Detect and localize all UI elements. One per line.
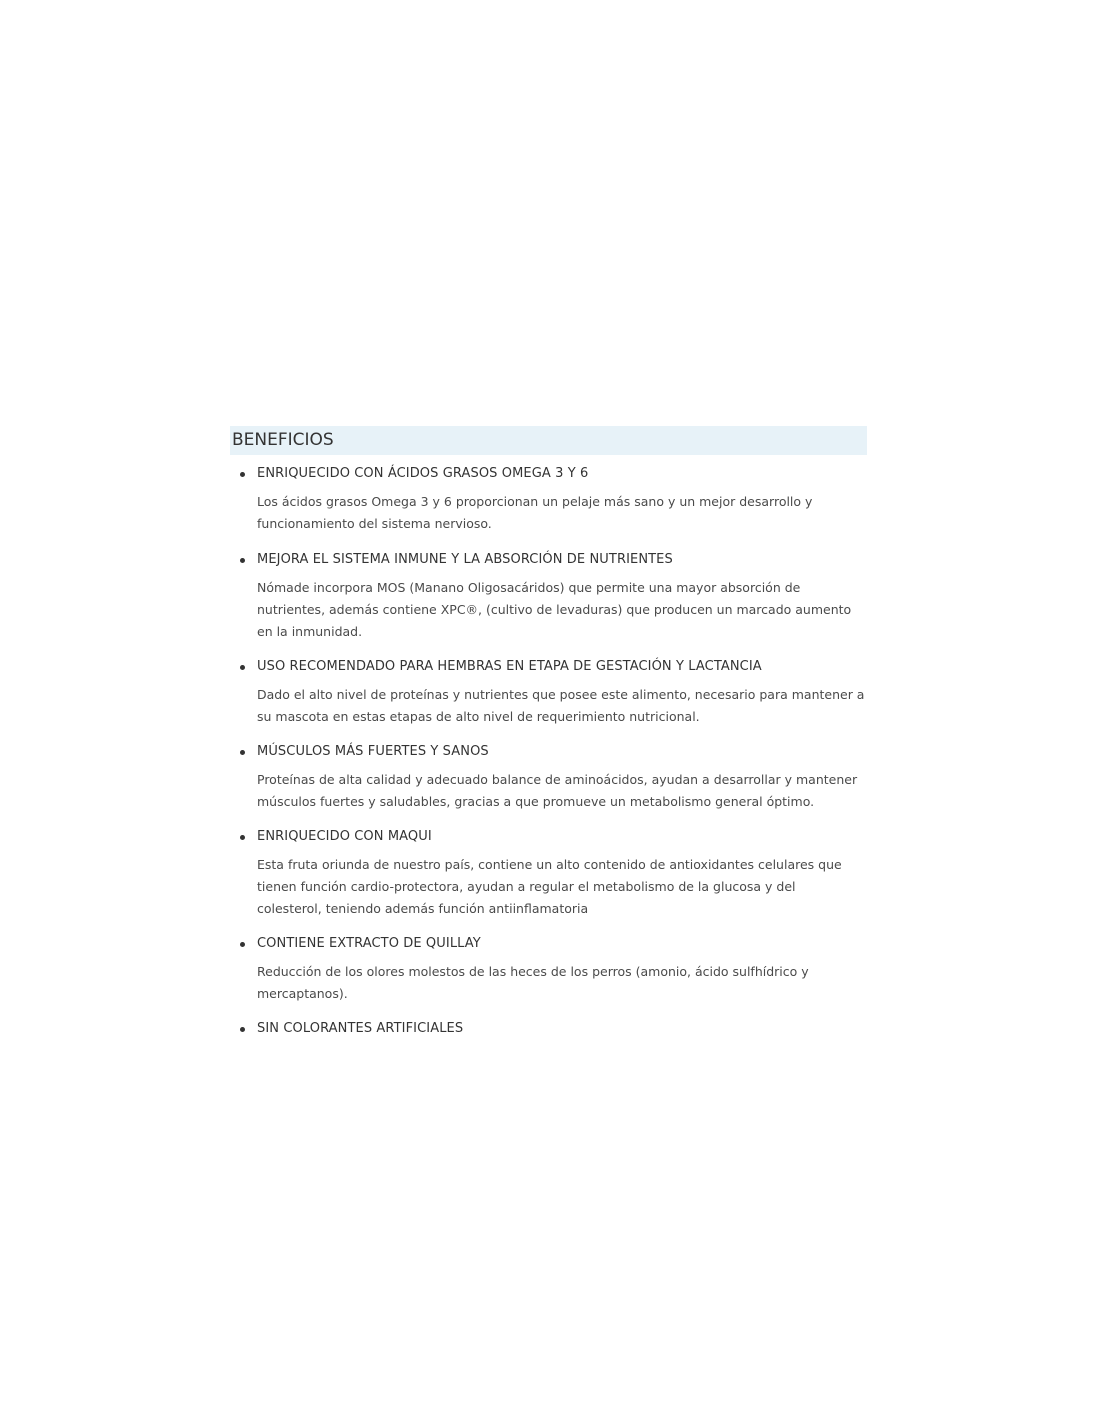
benefit-description-line: en la inmunidad. (257, 624, 363, 639)
bullet-icon (240, 558, 245, 563)
benefit-description (257, 854, 867, 920)
benefit-title: ENRIQUECIDO CON MAQUI (257, 829, 432, 844)
benefit-title: MEJORA EL SISTEMA INMUNE Y LA ABSORCIÓN DE NUTRIENTES (257, 552, 673, 567)
benefit-title: ENRIQUECIDO CON ÁCIDOS GRASOS OMEGA 3 Y 6 (257, 466, 589, 481)
benefit-description-line: Nómade incorpora MOS (Manano Oligosacáridos) que permite una mayor absorción de (257, 580, 801, 595)
benefit-description (257, 961, 867, 1005)
benefit-item (230, 1011, 867, 1040)
benefit-description-line: su mascota en estas etapas de alto nivel de requerimiento nutricional. (257, 709, 700, 724)
benefit-description-line: mercaptanos). (257, 986, 348, 1001)
benefit-item (230, 455, 867, 535)
bullet-icon (240, 472, 245, 477)
section-header (230, 426, 867, 455)
benefit-item (230, 649, 867, 728)
benefit-item (230, 926, 867, 1005)
benefit-title: SIN COLORANTES ARTIFICIALES (257, 1021, 464, 1036)
benefits-list (230, 455, 867, 1040)
bullet-icon (240, 750, 245, 755)
benefit-title: MÚSCULOS MÁS FUERTES Y SANOS (257, 744, 489, 759)
benefit-item (230, 819, 867, 920)
benefit-title: CONTIENE EXTRACTO DE QUILLAY (257, 936, 481, 951)
bullet-icon (240, 942, 245, 947)
benefit-item (230, 734, 867, 813)
bullet-icon (240, 665, 245, 670)
benefits-section (230, 426, 867, 1040)
benefit-description-line: Esta fruta oriunda de nuestro país, contiene un alto contenido de antioxidantes celulares que (257, 857, 842, 872)
benefit-title: USO RECOMENDADO PARA HEMBRAS EN ETAPA DE GESTACIÓN Y LACTANCIA (257, 659, 762, 674)
benefit-description-line: funcionamiento del sistema nervioso. (257, 516, 492, 531)
benefit-description-line: músculos fuertes y saludables, gracias a que promueve un metabolismo general óptimo. (257, 794, 815, 809)
benefit-description (257, 491, 867, 535)
bullet-icon (240, 1027, 245, 1032)
benefit-description (257, 577, 867, 643)
section-title: BENEFICIOS (232, 430, 334, 450)
benefit-description-line: Los ácidos grasos Omega 3 y 6 proporcionan un pelaje más sano y un mejor desarrollo y (257, 494, 813, 509)
bullet-icon (240, 835, 245, 840)
benefit-description-line: Reducción de los olores molestos de las heces de los perros (amonio, ácido sulfhídrico y (257, 964, 809, 979)
benefit-description-line: Dado el alto nivel de proteínas y nutrientes que posee este alimento, necesario para mantener a (257, 687, 865, 702)
benefit-description (257, 684, 867, 728)
benefit-description-line: colesterol, teniendo además función antiinflamatoria (257, 901, 589, 916)
benefit-description (257, 769, 867, 813)
benefit-item (230, 541, 867, 643)
benefit-description-line: Proteínas de alta calidad y adecuado balance de aminoácidos, ayudan a desarrollar y mantener (257, 772, 858, 787)
benefit-description-line: tienen función cardio-protectora, ayudan a regular el metabolismo de la glucosa y del (257, 879, 796, 894)
benefit-description-line: nutrientes, además contiene XPC®, (cultivo de levaduras) que producen un marcado aumento (257, 602, 852, 617)
